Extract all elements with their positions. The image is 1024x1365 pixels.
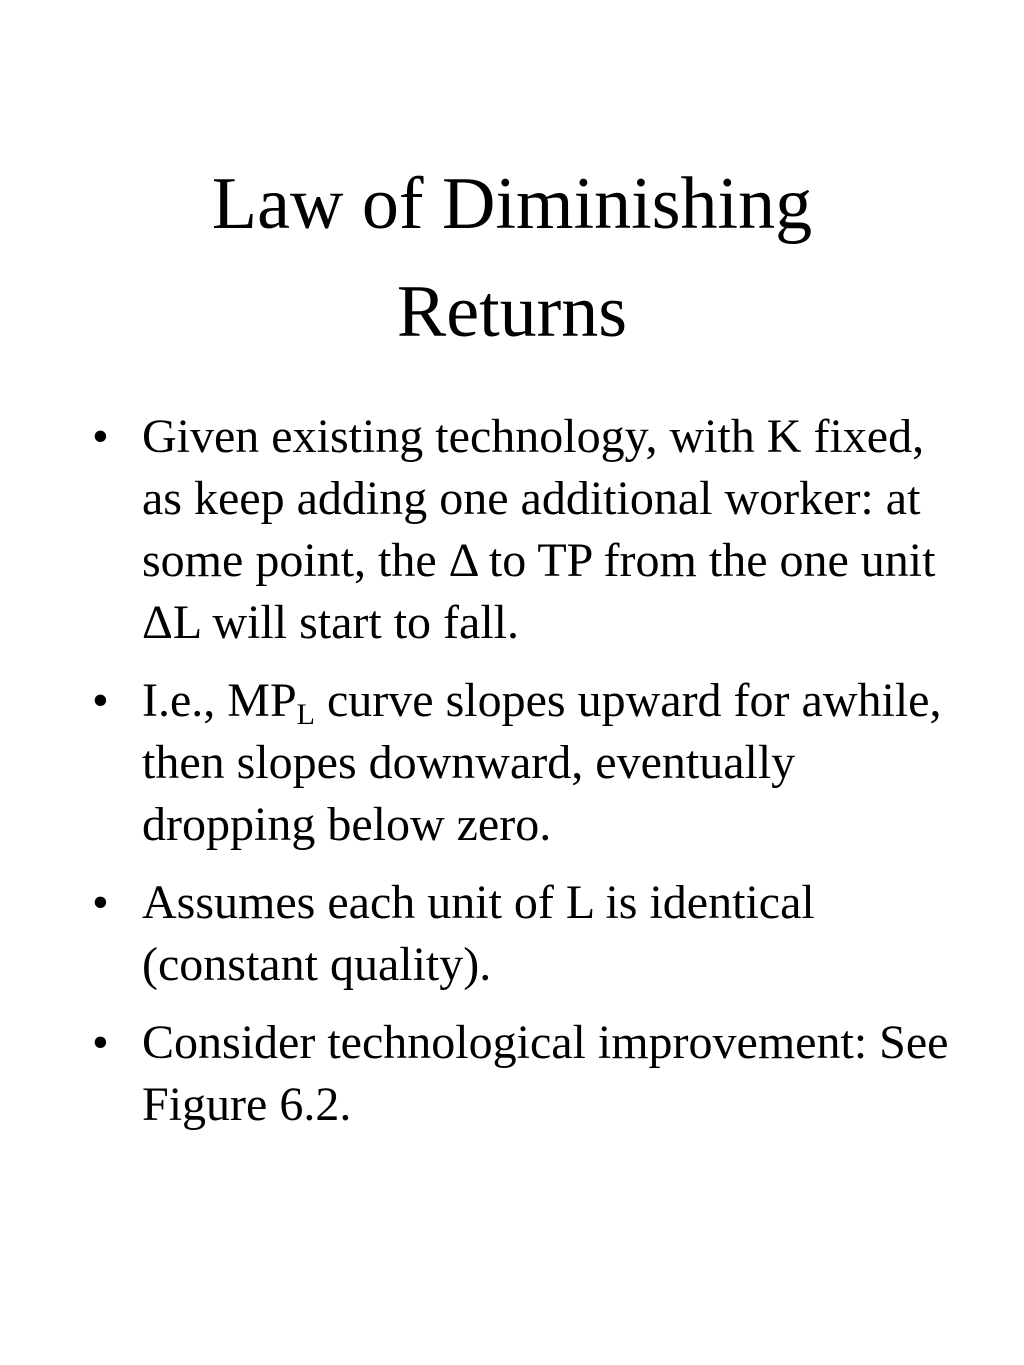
subscript-l: L <box>296 698 315 731</box>
slide-title <box>0 150 1024 366</box>
bullet-icon: • <box>92 674 109 727</box>
bullet-item-4 <box>92 1012 972 1136</box>
bullet-icon: • <box>92 410 109 463</box>
title-line-2: Returns <box>396 271 628 353</box>
bullet-text-2-start: I.e., MP <box>142 674 297 727</box>
bullet-icon: • <box>92 1016 109 1069</box>
bullet-item-1 <box>92 406 972 654</box>
bullet-item-2 <box>92 670 972 856</box>
bullet-text-3: Assumes each unit of L is identical (constant quality). <box>142 876 815 991</box>
title-line-1: Law of Diminishing <box>211 163 813 245</box>
bullet-icon: • <box>92 876 109 929</box>
bullet-text-2-end: curve slopes upward for awhile, then slopes downward, eventually dropping below zero. <box>142 674 942 851</box>
bullet-item-3 <box>92 872 972 996</box>
bullet-list <box>92 406 972 1152</box>
bullet-text-1: Given existing technology, with K fixed, as keep adding one additional worker: at some point, the Δ to TP from the one unit ΔL will start to fall. <box>142 410 936 649</box>
bullet-text-2 <box>142 674 941 851</box>
bullet-text-4: Consider technological improvement: See Figure 6.2. <box>142 1016 949 1131</box>
